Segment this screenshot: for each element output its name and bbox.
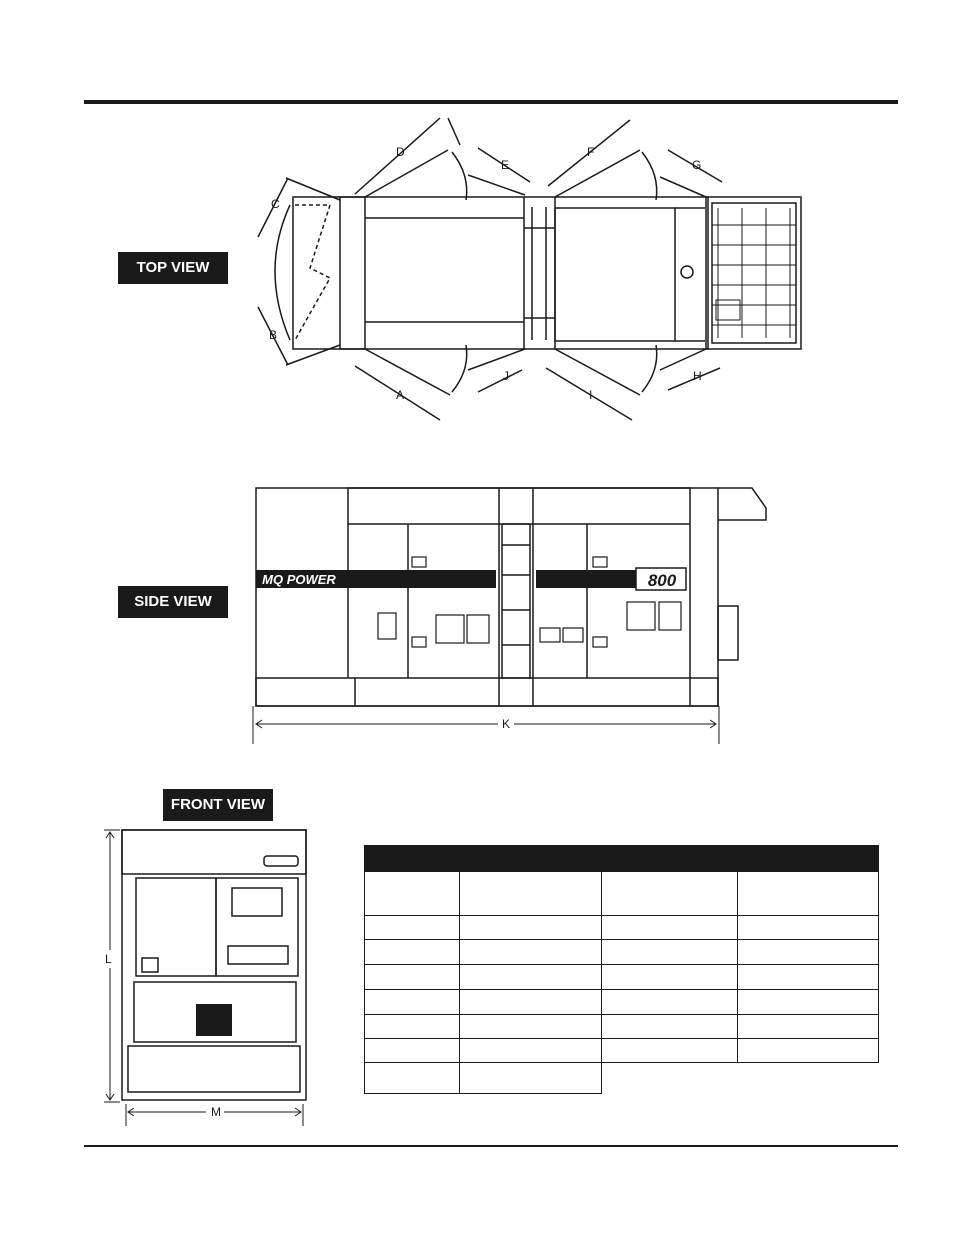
table-cell [364, 1062, 460, 1094]
table-cell [364, 1038, 460, 1063]
dim-d-label: D [396, 145, 405, 159]
table-cell [459, 939, 602, 965]
brand-decal: MQ POWER [262, 572, 336, 587]
table-cell [459, 915, 602, 940]
dim-c-label: C [271, 197, 280, 211]
dim-m-label: M [211, 1105, 221, 1119]
dim-g-label: G [692, 158, 702, 172]
table-cell [601, 1038, 738, 1063]
dim-e-label: E [501, 158, 510, 172]
table-cell [364, 939, 460, 965]
brand-logo-plate [196, 1004, 232, 1036]
table-cell [459, 989, 602, 1015]
table-header-cell [364, 871, 460, 916]
top-view-label: TOP VIEW [118, 252, 228, 284]
table-cell [364, 989, 460, 1015]
dim-k-label: K [502, 717, 511, 731]
table-header-cell [601, 871, 738, 916]
table-cell [459, 1038, 602, 1063]
model-decal: 800 [647, 571, 677, 590]
table-cell [459, 1014, 602, 1039]
dim-f-label: F [587, 145, 595, 159]
table-header-bar [364, 845, 879, 872]
table-cell [364, 1014, 460, 1039]
table-cell [459, 1062, 602, 1094]
table-cell [737, 915, 879, 940]
table-header-cell [459, 871, 602, 916]
table-cell [737, 939, 879, 965]
table-cell [601, 989, 738, 1015]
table-cell [737, 1014, 879, 1039]
table-cell [737, 964, 879, 990]
table-cell [459, 964, 602, 990]
table-cell [601, 939, 738, 965]
dim-a-label: A [396, 388, 405, 402]
table-cell [601, 1014, 738, 1039]
dim-b-label: B [269, 328, 278, 342]
dim-j-label: J [503, 369, 509, 383]
front-view-label: FRONT VIEW [163, 789, 273, 821]
table-header-cell [737, 871, 879, 916]
table-cell [737, 1038, 879, 1063]
side-view-label: SIDE VIEW [118, 586, 228, 618]
dim-i-label: I [589, 388, 593, 402]
table-cell [601, 915, 738, 940]
dim-h-label: H [693, 369, 702, 383]
table-cell [601, 964, 738, 990]
dim-l-label: L [105, 952, 112, 966]
table-cell [737, 989, 879, 1015]
table-cell [364, 964, 460, 990]
table-cell [364, 915, 460, 940]
